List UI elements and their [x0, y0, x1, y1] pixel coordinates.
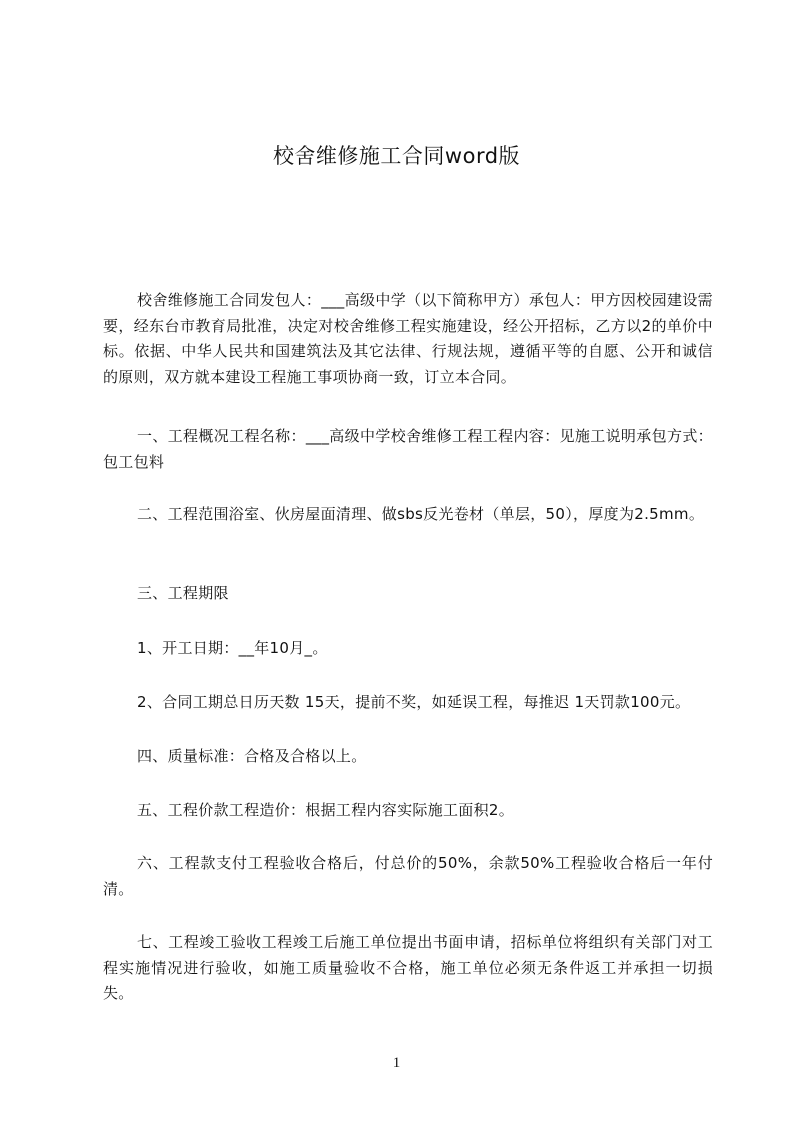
paragraph-section-4 — [103, 744, 713, 770]
paragraph-start-date — [103, 636, 713, 662]
paragraph-section-5 — [103, 798, 713, 824]
paragraph-duration — [103, 690, 713, 716]
paragraph-text: 1、开工日期：__年10月_。 — [137, 639, 328, 657]
paragraph-section-7 — [103, 930, 713, 1007]
paragraph-section-6 — [103, 851, 713, 902]
paragraph-text: 三、工程期限 — [137, 584, 229, 602]
paragraph-intro — [103, 288, 713, 390]
paragraph-section-1 — [103, 424, 713, 475]
paragraph-text: 2、合同工期总日历天数 15天，提前不奖，如延误工程，每推迟 1天罚款100元。 — [137, 693, 691, 711]
page-number: 1 — [392, 1055, 401, 1071]
paragraph-section-3 — [103, 581, 713, 607]
paragraph-text: 二、工程范围浴室、伙房屋面清理、做sbs反光卷材（单层，50），厚度为2.5mm。 — [137, 505, 705, 523]
paragraph-text: 一、工程概况工程名称：___高级中学校舍维修工程工程内容：见施工说明承包方式：包工包料 — [103, 427, 713, 471]
document-title: 校舍维修施工合同word版 — [272, 144, 521, 168]
paragraph-text: 七、工程竣工验收工程竣工后施工单位提出书面申请，招标单位将组织有关部门对工程实施情况进行验收，如施工质量验收不合格，施工单位必须无条件返工并承担一切损失。 — [103, 933, 713, 1002]
paragraph-text: 五、工程价款工程造价：根据工程内容实际施工面积2。 — [137, 801, 515, 819]
paragraph-text: 四、质量标准：合格及合格以上。 — [137, 747, 367, 765]
paragraph-text: 六、工程款支付工程验收合格后，付总价的50%，余款50%工程验收合格后一年付清。 — [103, 854, 713, 898]
paragraph-text: 校舍维修施工合同发包人：___高级中学（以下简称甲方）承包人：甲方因校园建设需要，经东台市教育局批准，决定对校舍维修工程实施建设，经公开招标，乙方以2的单价中标。依据、中华人民共和国建筑法及其它法律、行规法规，遵循平等的自愿、公开和诚信的原则，双方就本建设工程施工事项协商一致，订立本合同。 — [103, 291, 713, 386]
paragraph-section-2 — [103, 502, 713, 528]
